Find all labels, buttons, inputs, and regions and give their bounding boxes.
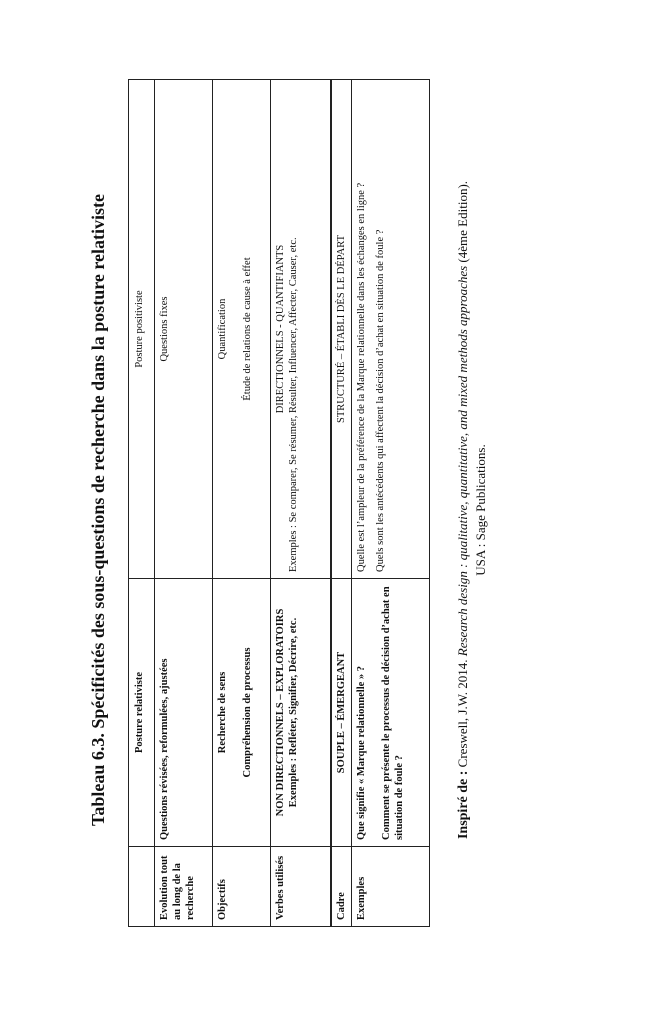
row-label: Cadre [331, 847, 352, 927]
cell-relativiste [213, 579, 271, 847]
header-positiviste: Posture positiviste [129, 80, 155, 579]
header-relativiste: Posture relativiste [129, 579, 155, 847]
cell-line: Exemples : Se comparer, Se résumer, Résulter, Influencer, Affecter, Causer, etc. [288, 237, 300, 572]
table-row [155, 80, 213, 927]
row-label: Objectifs [213, 847, 271, 927]
row-label: Exemples [351, 847, 429, 927]
citation-lead: Inspiré de : [456, 770, 471, 840]
cell-line: Questions révisées, reformulées, ajustées [159, 658, 170, 840]
table-title: Tableau 6.3. Spécificités des sous-questions de recherche dans la posture relativiste [88, 193, 108, 827]
cell-line: Que signifie « Marque relationnelle » ? [355, 665, 367, 840]
header-corner [129, 847, 155, 927]
cell-positiviste [351, 80, 429, 579]
citation-publisher: USA : Sage Publications. [473, 444, 489, 576]
cell-relativiste [331, 579, 352, 847]
cell-positiviste [213, 80, 271, 579]
cell-line: Quelle est l’ampleur de la préférence de la Marque relationnelle dans les échanges en ligne ? [355, 182, 367, 572]
cell-relativiste [155, 579, 213, 847]
row-label: Verbes utilisés [271, 847, 331, 927]
table-row [331, 80, 352, 927]
citation-author: Creswell, J.W. 2014. [455, 656, 470, 771]
table-row [213, 80, 271, 927]
cell-relativiste [351, 579, 429, 847]
cell-line: STRUCTURÉ – ÉTABLI DÈS LE DÉPART [335, 234, 347, 424]
cell-line: Questions fixes [159, 296, 170, 362]
cell-line: DIRECTIONNELS - QUANTIFIANTS [275, 244, 286, 414]
comparison-table [128, 79, 430, 927]
cell-line: Comment se présente le processus de décision d’achat en situation de foule ? [380, 586, 405, 840]
cell-line: Compréhension de processus [242, 647, 254, 778]
citation-edition: (4ème Edition). [455, 180, 470, 266]
cell-positiviste [271, 80, 331, 579]
cell-line: Étude de relations de cause à effet [242, 257, 254, 401]
cell-line: Quels sont les antécédents qui affectent la décision d’achat en situation de foule ? [374, 229, 386, 572]
row-label: Evolution tout au long de la recherche [155, 847, 213, 927]
cell-line: SOUPLE – ÉMERGEANT [335, 651, 347, 774]
table-row [271, 80, 331, 927]
table-row [351, 80, 429, 927]
cell-line: Quantification [217, 298, 228, 360]
cell-relativiste [271, 579, 331, 847]
header-row [129, 80, 155, 927]
cell-positiviste [331, 80, 352, 579]
citation-book-title: Research design : qualitative, quantitative, and mixed methods approaches [455, 265, 470, 657]
cell-line: Recherche de sens [217, 671, 228, 754]
source-citation [455, 75, 490, 945]
cell-positiviste [155, 80, 213, 579]
citation-line-1 [455, 75, 473, 945]
cell-line: NON DIRECTIONNELS – EXPLORATOIRS [275, 608, 286, 817]
cell-line: Exemples : Refléter, Signifier, Décrire, etc. [288, 617, 300, 808]
